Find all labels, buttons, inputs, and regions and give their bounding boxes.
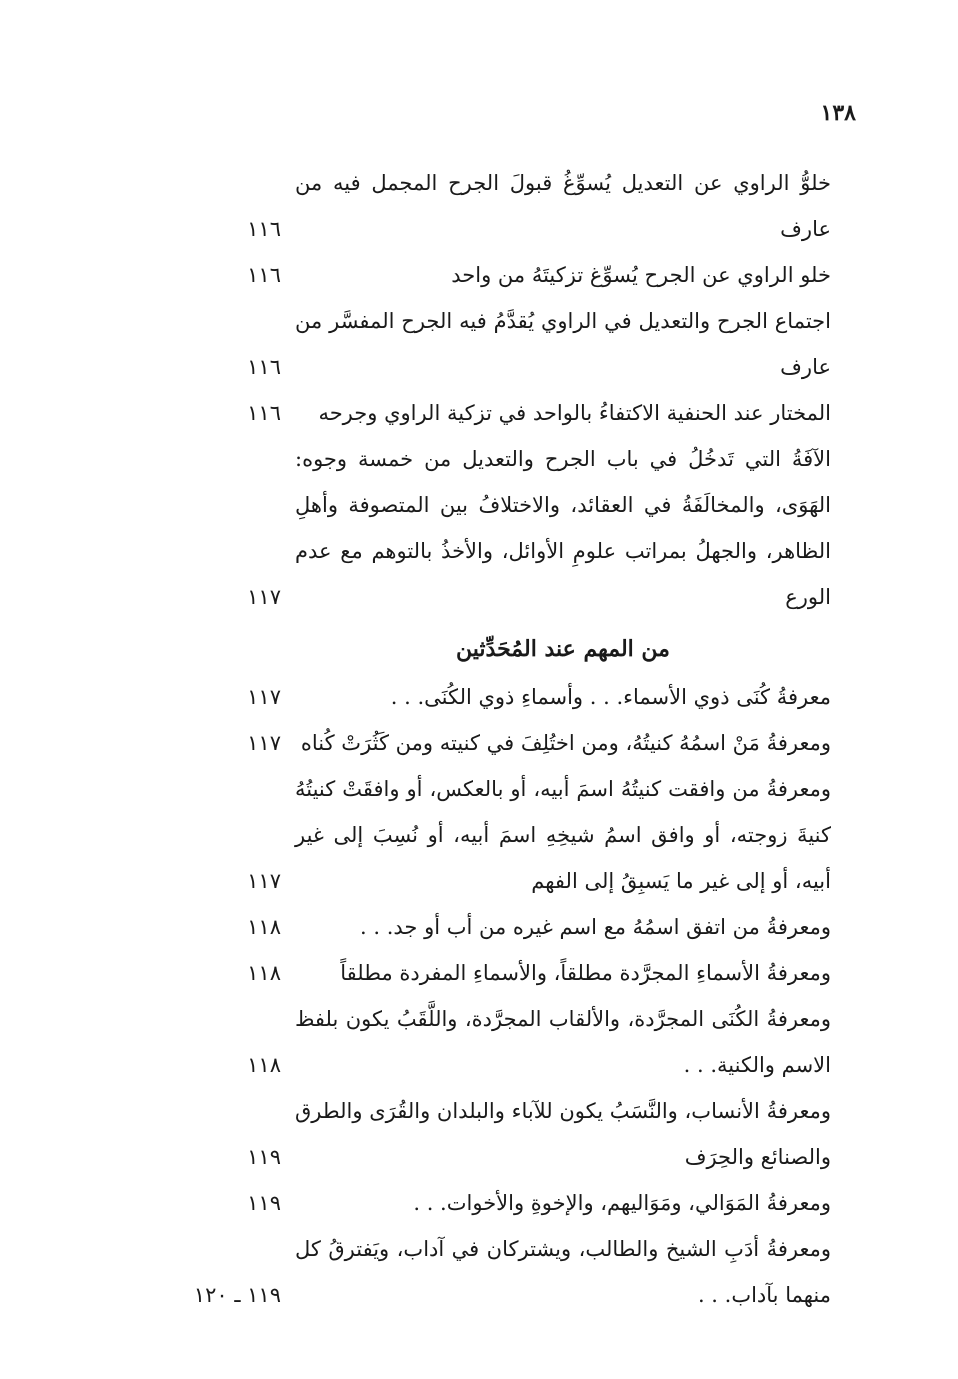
toc-entry (131, 1226, 831, 1318)
toc-entry-page-number: ١١٧ (247, 585, 281, 609)
toc-entry-page-number: ١١٧ (247, 731, 281, 755)
toc-entry-text: المختار عند الحنفية الاكتفاءُ بالواحد في تزكية الراوي وجرحه (318, 401, 831, 425)
toc-entry-text: ومعرفةُ الأسماءِ المجرَّدة مطلقاً، والأسماءِ المفردة مطلقاً (340, 961, 831, 985)
toc-entry (131, 252, 831, 298)
toc-entry-page-number: ١١٦ (247, 217, 281, 241)
toc-entry (131, 674, 831, 720)
toc-entry-text: خلو الراوي عن الجرح يُسوِّغ تزكيتَهُ من واحد (451, 263, 831, 287)
toc-entry-page-number: ١١٦ (247, 263, 281, 287)
toc-entry-page-number: ١١٧ (247, 869, 281, 893)
toc-entry-text: ومعرفةُ الأنساب، والنَّسَبُ يكون للآباء والبلدان والقُرَى والطرق والصنائع والحِرَف (295, 1099, 831, 1169)
toc-group-before (131, 160, 831, 620)
toc-entry-page-number: ١١٨ (247, 1053, 281, 1077)
toc-entry-text: ومعرفةُ مَنْ اسمُهُ كنيتُهُ، ومن اختُلِفَ في كنيته ومن كَثُرَتْ كُناه (300, 731, 831, 755)
toc-entry-text: ومعرفةُ أدَبِ الشيخ والطالب، ويشتركان في آداب، ويَفترقُ كل منهما بآداب. . . (295, 1237, 831, 1307)
toc-entry (131, 1088, 831, 1180)
toc-entry-text: ومعرفةُ من اتفق اسمُهُ مع اسم غيره من أب أو جد. . . (360, 915, 831, 939)
toc-entry-page-number: ١١٩ (247, 1191, 281, 1215)
toc-entry-page-number: ١١٩ (247, 1145, 281, 1169)
toc-entry (131, 298, 831, 390)
toc-entry (131, 160, 831, 252)
toc-entry-page-number: ١١٦ (247, 401, 281, 425)
toc-entry (131, 996, 831, 1088)
toc-entry-text: خلوُّ الراوي عن التعديل يُسوِّغُ قبولَ الجرح المجمل فيه من عارف (295, 171, 831, 241)
toc-entry-text: ومعرفةُ من وافقت كنيتُهُ اسمَ أبيه، أو بالعكس، أو وافقَتْ كنيتُهُ كنيةَ زوجته، أو وافق اسمُ شيخِهِ اسمَ أبيه، أو نُسِبَ إلى غير أبيه، أو إلى غير ما يَسبِقُ إلى الفهم (295, 777, 831, 893)
toc-entry-page-number: ١١٩ ـ ١٢٠ (193, 1283, 281, 1307)
toc-group-after (131, 674, 831, 1318)
toc-entry-text: معرفةُ كُنَى ذوي الأسماء. . . وأسماءِ ذوي الكُنَى. . . (390, 685, 831, 709)
toc-entry (131, 390, 831, 436)
toc-entry-page-number: ١١٧ (247, 685, 281, 709)
section-heading: من المهم عند المُحَدِّثين (456, 636, 670, 662)
page-number: ١٣٨ (820, 100, 856, 126)
toc-entry-text: ومعرفةُ الكُنَى المجرَّدة، والألقاب المجرَّدة، واللَّقَبُ يكون بلفظ الاسم والكنية. . . (295, 1007, 831, 1077)
toc-entry (131, 766, 831, 904)
toc-entry (131, 720, 831, 766)
table-of-contents (131, 160, 831, 1318)
toc-entry-text: اجتماع الجرح والتعديل في الراوي يُقدَّمُ فيه الجرح المفسَّر من عارف (295, 309, 831, 379)
toc-entry-text: الآفَةُ التي تَدخُلُ في باب الجرح والتعديل من خمسة وجوه: الهَوَى، والمخالَفَةُ في العقائد، والاختلافُ بين المتصوفة وأهلِ الظاهر، والجهلُ بمراتب علومِ الأوائل، والأخذُ بالتوهم مع عدم الورع (295, 447, 831, 609)
toc-entry (131, 950, 831, 996)
toc-entry (131, 436, 831, 620)
toc-entry-page-number: ١١٨ (247, 915, 281, 939)
toc-entry-page-number: ١١٦ (247, 355, 281, 379)
toc-entry (131, 1180, 831, 1226)
toc-entry-page-number: ١١٨ (247, 961, 281, 985)
toc-entry (131, 904, 831, 950)
toc-entry-text: ومعرفةُ المَوَالي، ومَوَاليهم، والإخوةِ والأخوات. . . (413, 1191, 831, 1215)
